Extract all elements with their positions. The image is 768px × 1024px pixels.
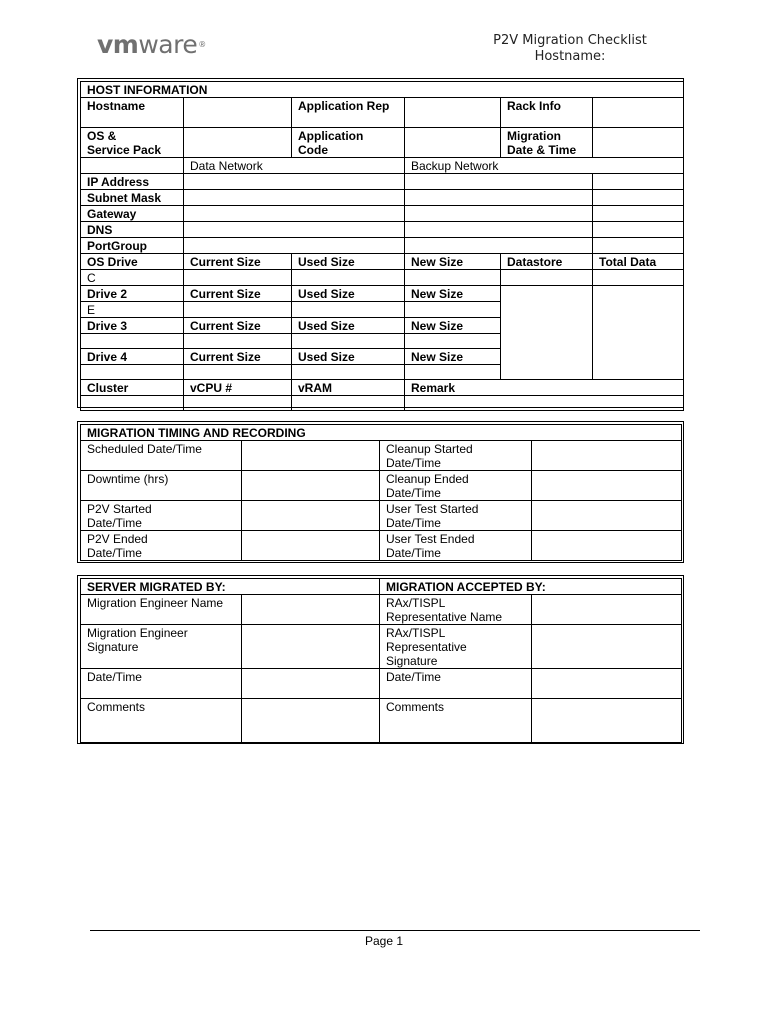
os-drive-label: OS Drive <box>81 254 184 270</box>
drive-2-new-size-label: New Size <box>405 286 501 302</box>
scheduled-date-time-label: Scheduled Date/Time <box>81 441 242 471</box>
cleanup-started-line2: Date/Time <box>386 456 441 470</box>
app-code-line1: Application <box>298 129 364 143</box>
host-information-section <box>77 78 684 408</box>
drive-c-current-size-cell[interactable] <box>184 270 292 286</box>
drive-e-new-size-cell[interactable] <box>405 302 501 318</box>
signoff-table <box>80 578 682 743</box>
p2v-started-value-cell[interactable] <box>242 501 380 531</box>
drive-2-label: Drive 2 <box>81 286 184 302</box>
p2v-ended-value-cell[interactable] <box>242 531 380 561</box>
vram-label: vRAM <box>292 380 405 396</box>
cleanup-started-value-cell[interactable] <box>532 441 682 471</box>
engineer-comments-value-cell[interactable] <box>242 699 380 743</box>
rep-sig-line3: Signature <box>386 654 438 668</box>
drive-3-used-size-cell[interactable] <box>292 334 405 349</box>
dns-label: DNS <box>81 222 184 238</box>
cleanup-ended-line1: Cleanup Ended <box>386 472 469 486</box>
migration-accepted-by-title: MIGRATION ACCEPTED BY: <box>380 579 682 595</box>
application-code-value-cell[interactable] <box>405 128 501 158</box>
representative-signature-label <box>380 625 532 669</box>
subnet-mask-extra-cell[interactable] <box>593 190 684 206</box>
footer-rule <box>90 930 700 931</box>
scheduled-date-time-value-cell[interactable] <box>242 441 380 471</box>
representative-name-label <box>380 595 532 625</box>
drive-c-new-size-cell[interactable] <box>405 270 501 286</box>
engineer-comments-label: Comments <box>81 699 242 743</box>
dns-backup-cell[interactable] <box>405 222 593 238</box>
backup-network-header: Backup Network <box>405 158 684 174</box>
engineer-sig-line1: Migration Engineer <box>87 626 188 640</box>
os-drive-current-size-label: Current Size <box>184 254 292 270</box>
representative-date-time-value-cell[interactable] <box>532 669 682 699</box>
cleanup-ended-value-cell[interactable] <box>532 471 682 501</box>
subnet-mask-backup-cell[interactable] <box>405 190 593 206</box>
representative-signature-value-cell[interactable] <box>532 625 682 669</box>
user-test-started-line2: Date/Time <box>386 516 441 530</box>
portgroup-label: PortGroup <box>81 238 184 254</box>
migration-date-time-value-cell[interactable] <box>593 128 684 158</box>
rack-info-label: Rack Info <box>501 98 593 128</box>
user-test-started-label <box>380 501 532 531</box>
migration-engineer-signature-label <box>81 625 242 669</box>
cleanup-started-line1: Cleanup Started <box>386 442 473 456</box>
cleanup-ended-label <box>380 471 532 501</box>
drive-4-used-size-label: Used Size <box>292 349 405 365</box>
total-data-label: Total Data <box>593 254 684 270</box>
gateway-extra-cell[interactable] <box>593 206 684 222</box>
portgroup-data-cell[interactable] <box>184 238 405 254</box>
os-label-line1: OS & <box>87 129 117 143</box>
total-data-value-cell[interactable] <box>593 286 684 380</box>
datastore-value-cell-top[interactable] <box>501 270 593 286</box>
drive-4-current-size-label: Current Size <box>184 349 292 365</box>
migration-timing-table <box>80 424 682 561</box>
drive-4-label: Drive 4 <box>81 349 184 365</box>
user-test-ended-value-cell[interactable] <box>532 531 682 561</box>
drive-3-label: Drive 3 <box>81 318 184 334</box>
logo-registered-mark: ® <box>198 40 206 49</box>
application-code-label <box>292 128 405 158</box>
ip-address-extra-cell[interactable] <box>593 174 684 190</box>
drive-3-new-size-label: New Size <box>405 318 501 334</box>
dns-data-cell[interactable] <box>184 222 405 238</box>
drive-3-used-size-label: Used Size <box>292 318 405 334</box>
user-test-ended-line1: User Test Ended <box>386 532 475 546</box>
drive-4-used-size-cell[interactable] <box>292 365 405 380</box>
drive-c-used-size-cell[interactable] <box>292 270 405 286</box>
p2v-started-line2: Date/Time <box>87 516 142 530</box>
data-network-header: Data Network <box>184 158 405 174</box>
migration-engineer-name-value-cell[interactable] <box>242 595 380 625</box>
drive-3-current-size-label: Current Size <box>184 318 292 334</box>
migration-line1: Migration <box>507 129 561 143</box>
drive-3-new-size-cell[interactable] <box>405 334 501 349</box>
cleanup-started-label <box>380 441 532 471</box>
representative-comments-label: Comments <box>380 699 532 743</box>
signoff-section <box>77 575 684 744</box>
rack-info-value-cell[interactable] <box>593 98 684 128</box>
p2v-ended-line1: P2V Ended <box>87 532 148 546</box>
migration-date-time-label <box>501 128 593 158</box>
remark-value-cell[interactable] <box>405 396 684 411</box>
vcpu-label: vCPU # <box>184 380 292 396</box>
document-title: P2V Migration Checklist <box>493 33 647 48</box>
engineer-date-time-value-cell[interactable] <box>242 669 380 699</box>
drive-c-letter: C <box>81 270 184 286</box>
os-service-pack-label <box>81 128 184 158</box>
drive-e-current-size-cell[interactable] <box>184 302 292 318</box>
drive-4-new-size-cell[interactable] <box>405 365 501 380</box>
os-drive-new-size-label: New Size <box>405 254 501 270</box>
subnet-mask-label: Subnet Mask <box>81 190 184 206</box>
ip-address-backup-cell[interactable] <box>405 174 593 190</box>
cleanup-ended-line2: Date/Time <box>386 486 441 500</box>
vmware-logo <box>97 30 206 60</box>
drive-3-letter-cell[interactable] <box>81 334 184 349</box>
representative-name-value-cell[interactable] <box>532 595 682 625</box>
document-header <box>440 33 700 65</box>
ip-address-data-cell[interactable] <box>184 174 405 190</box>
migration-engineer-name-label: Migration Engineer Name <box>81 595 242 625</box>
drive-2-used-size-label: Used Size <box>292 286 405 302</box>
portgroup-backup-cell[interactable] <box>405 238 593 254</box>
user-test-ended-label <box>380 531 532 561</box>
downtime-label: Downtime (hrs) <box>81 471 242 501</box>
representative-date-time-label: Date/Time <box>380 669 532 699</box>
app-code-line2: Code <box>298 143 328 157</box>
os-label-line2: Service Pack <box>87 143 162 157</box>
hostname-value-cell[interactable] <box>184 98 292 128</box>
portgroup-extra-cell[interactable] <box>593 238 684 254</box>
logo-ware-text: ware <box>138 30 198 59</box>
hostname-label: Hostname <box>81 98 184 128</box>
network-header-blank <box>81 158 184 174</box>
p2v-ended-line2: Date/Time <box>87 546 142 560</box>
drive-4-new-size-label: New Size <box>405 349 501 365</box>
drive-2-current-size-label: Current Size <box>184 286 292 302</box>
vram-value-cell[interactable] <box>292 396 405 411</box>
p2v-started-label <box>81 501 242 531</box>
page-number: Page 1 <box>364 934 404 948</box>
datastore-value-cell[interactable] <box>501 286 593 380</box>
hostname-header-label: Hostname: <box>534 49 606 64</box>
migration-timing-title: MIGRATION TIMING AND RECORDING <box>81 425 682 441</box>
user-test-ended-line2: Date/Time <box>386 546 441 560</box>
total-data-value-cell-top[interactable] <box>593 270 684 286</box>
os-drive-used-size-label: Used Size <box>292 254 405 270</box>
drive-e-used-size-cell[interactable] <box>292 302 405 318</box>
rep-sig-line2: Representative <box>386 640 467 654</box>
drive-4-letter-cell[interactable] <box>81 365 184 380</box>
engineer-date-time-label: Date/Time <box>81 669 242 699</box>
application-rep-value-cell[interactable] <box>405 98 501 128</box>
p2v-ended-label <box>81 531 242 561</box>
user-test-started-line1: User Test Started <box>386 502 479 516</box>
rep-name-line1: RAx/TISPL <box>386 596 446 610</box>
subnet-mask-data-cell[interactable] <box>184 190 405 206</box>
migration-line2: Date & Time <box>507 143 577 157</box>
ip-address-label: IP Address <box>81 174 184 190</box>
drive-e-letter: E <box>81 302 184 318</box>
migration-engineer-signature-value-cell[interactable] <box>242 625 380 669</box>
cluster-value-cell[interactable] <box>81 396 184 411</box>
datastore-label: Datastore <box>501 254 593 270</box>
server-migrated-by-title: SERVER MIGRATED BY: <box>81 579 380 595</box>
application-rep-label: Application Rep <box>292 98 405 128</box>
gateway-label: Gateway <box>81 206 184 222</box>
remark-label: Remark <box>405 380 684 396</box>
cluster-label: Cluster <box>81 380 184 396</box>
drive-3-current-size-cell[interactable] <box>184 334 292 349</box>
host-information-table <box>80 81 684 411</box>
logo-vm-text: vm <box>97 30 139 59</box>
representative-comments-value-cell[interactable] <box>532 699 682 743</box>
rep-sig-line1: RAx/TISPL <box>386 626 446 640</box>
drive-4-current-size-cell[interactable] <box>184 365 292 380</box>
p2v-started-line1: P2V Started <box>87 502 152 516</box>
engineer-sig-line2: Signature <box>87 640 139 654</box>
vcpu-value-cell[interactable] <box>184 396 292 411</box>
user-test-started-value-cell[interactable] <box>532 501 682 531</box>
os-service-pack-value-cell[interactable] <box>184 128 292 158</box>
gateway-backup-cell[interactable] <box>405 206 593 222</box>
dns-extra-cell[interactable] <box>593 222 684 238</box>
host-information-title: HOST INFORMATION <box>81 82 684 98</box>
downtime-value-cell[interactable] <box>242 471 380 501</box>
rep-name-line2: Representative Name <box>386 610 503 624</box>
gateway-data-cell[interactable] <box>184 206 405 222</box>
migration-timing-section <box>77 421 684 563</box>
